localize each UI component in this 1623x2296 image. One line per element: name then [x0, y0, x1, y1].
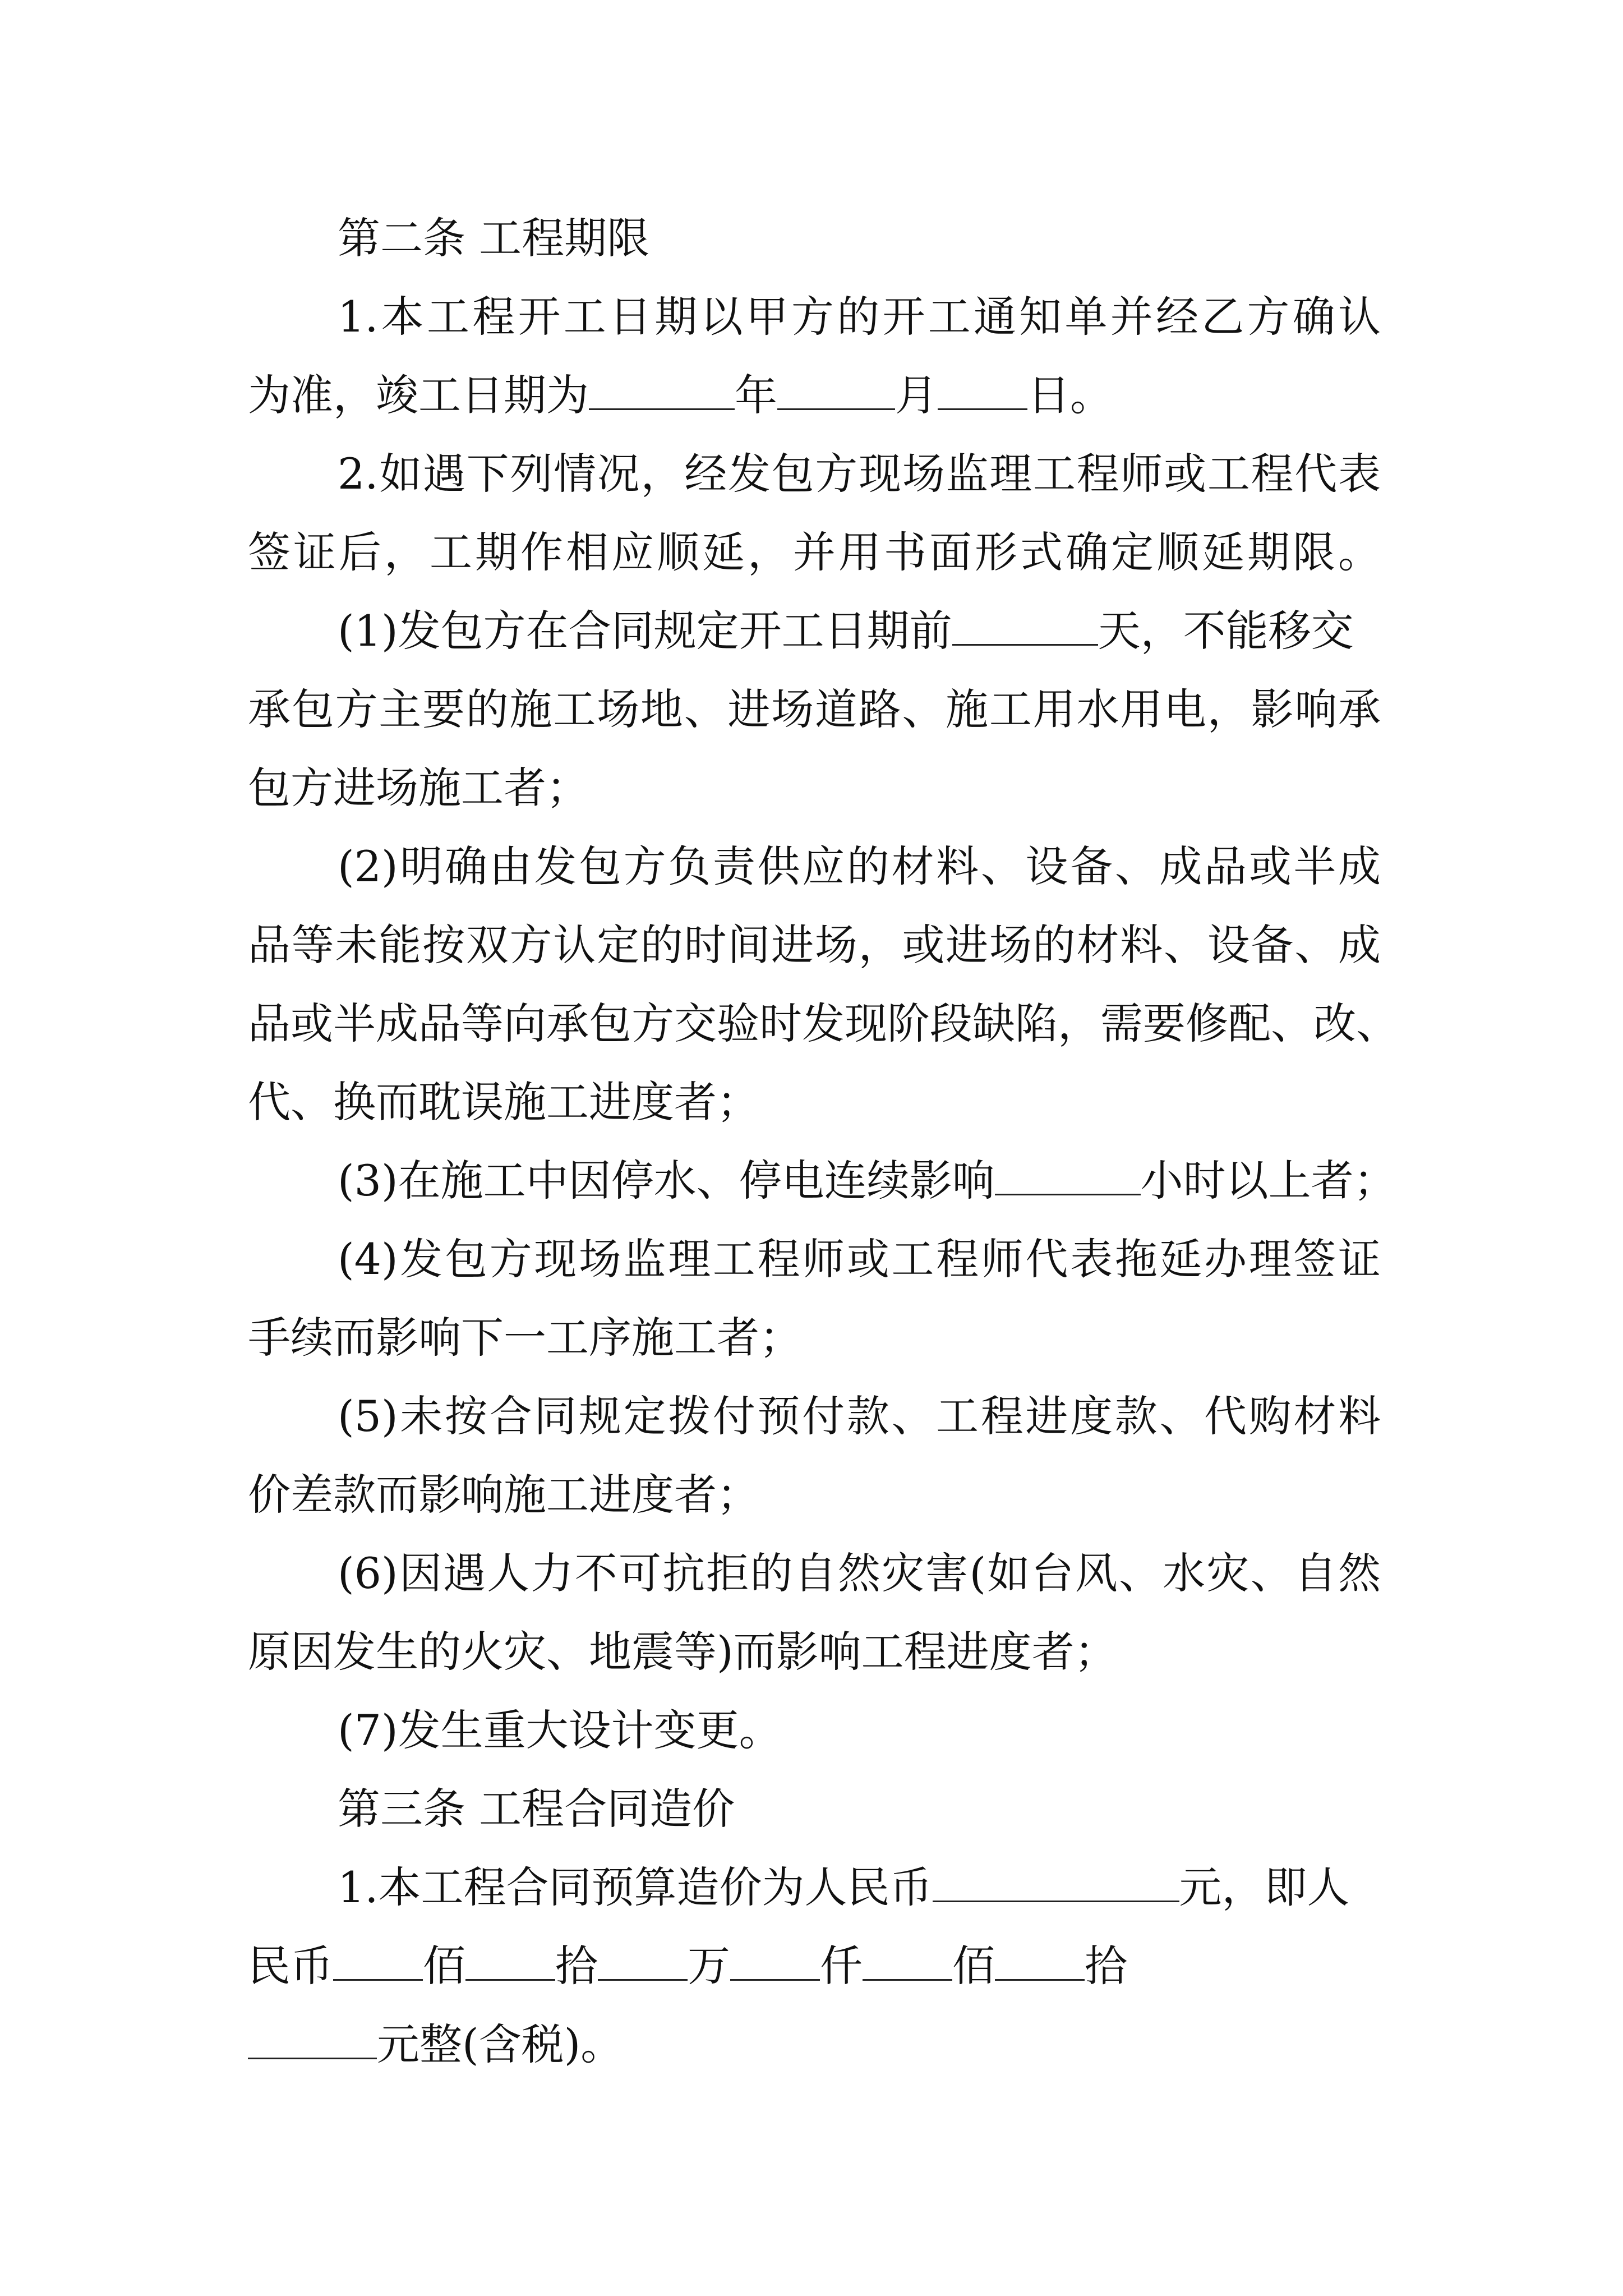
- item-2-line1: (2)明确由发包方负责供应的材料、设备、成品或半成: [338, 841, 1381, 891]
- item-5-line1: (5)未按合同规定拨付预付款、工程进度款、代购材料: [338, 1391, 1381, 1441]
- item-4-line2: 手续而影响下一工序施工者；: [248, 1313, 802, 1363]
- item-2-line2: 品等未能按双方认定的时间进场，或进场的材料、设备、成: [248, 920, 1381, 970]
- item-5-line2: 价差款而影响施工进度者；: [248, 1470, 759, 1520]
- item-2-line3: 品或半成品等向承包方交验时发现阶段缺陷，需要修配、改、: [248, 999, 1399, 1048]
- amount-blank-3: [598, 1944, 688, 1981]
- item-2-line4: 代、换而耽误施工进度者；: [248, 1077, 759, 1127]
- article-3-heading: 第三条 工程合同造价: [338, 1784, 735, 1834]
- item-1-line1: (1)发包方在合同规定开工日期前 天，不能移交: [338, 606, 1354, 656]
- article-2-p1-line2: 为准，竣工日期为 年 月 日。: [248, 370, 1113, 420]
- article-2-p1-line1: 1.本工程开工日期以甲方的开工通知单并经乙方确认: [338, 292, 1381, 342]
- item-1-line2: 承包方主要的施工场地、进场道路、施工用水用电，影响承: [248, 684, 1381, 734]
- item-7-line1: (7)发生重大设计变更。: [338, 1705, 782, 1755]
- item-6-line1: (6)因遇人力不可抗拒的自然灾害(如台风、水灾、自然: [338, 1548, 1381, 1598]
- item-1-line3: 包方进场施工者；: [248, 763, 589, 813]
- amount-blank-5: [863, 1944, 952, 1981]
- contract-price-blank: [933, 1866, 1179, 1902]
- completion-day-blank: [938, 374, 1027, 410]
- article-2-p2-line1: 2.如遇下列情况，经发包方现场监理工程师或工程代表: [338, 449, 1381, 499]
- completion-month-blank: [777, 374, 895, 410]
- article-2-heading: 第二条 工程期限: [338, 213, 650, 263]
- item-4-line1: (4)发包方现场监理工程师或工程师代表拖延办理签证: [338, 1234, 1381, 1284]
- article-3-p1-line1: 1.本工程合同预算造价为人民币 元，即人: [338, 1862, 1350, 1912]
- amount-blank-7: [248, 2023, 377, 2059]
- article-3-p1-line2: 民币 佰 拾 万 仟 佰 拾: [248, 1941, 1127, 1991]
- item-6-line2: 原因发生的火灾、地震等)而影响工程进度者；: [248, 1627, 1117, 1677]
- amount-blank-4: [730, 1944, 820, 1981]
- completion-year-blank: [589, 374, 735, 410]
- article-2-p2-line2: 签证后，工期作相应顺延，并用书面形式确定顺延期限。: [248, 527, 1381, 577]
- amount-blank-2: [465, 1944, 555, 1981]
- amount-blank-6: [995, 1944, 1085, 1981]
- hours-blank: [995, 1159, 1141, 1195]
- article-3-p1-line3: 元整(含税)。: [248, 2017, 623, 2073]
- item-3-line1: (3)在施工中因停水、停电连续影响 小时以上者；: [338, 1156, 1396, 1205]
- days-blank: [952, 609, 1098, 646]
- amount-blank-1: [333, 1944, 423, 1981]
